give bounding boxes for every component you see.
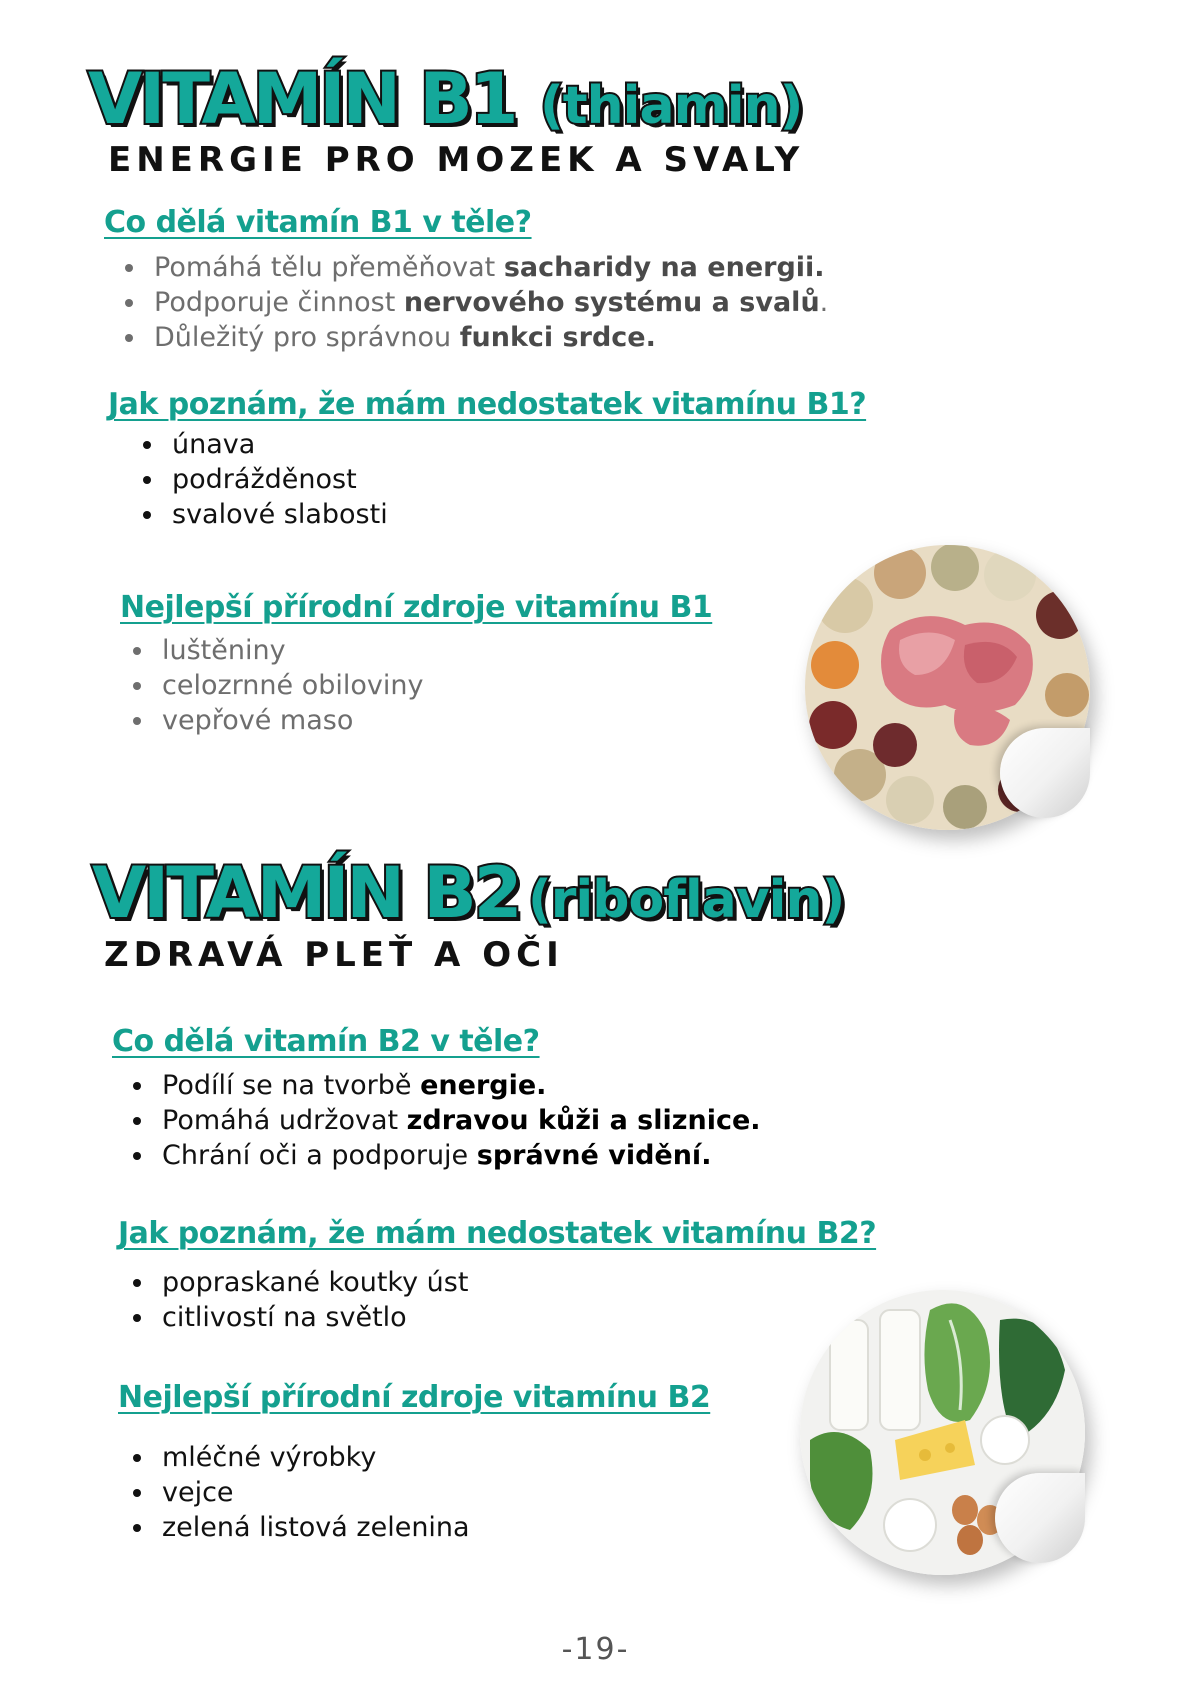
b1-section3-list bbox=[108, 633, 423, 738]
list-item: • únava bbox=[166, 427, 388, 462]
list-item: • Pomáhá tělu přeměňovat sacharidy na energii. bbox=[148, 250, 828, 285]
b1-section3-heading: Nejlepší přírodní zdroje vitamínu B1 bbox=[120, 590, 713, 625]
b2-title-paren: (riboflavin) bbox=[528, 870, 845, 930]
list-item: • Pomáhá udržovat zdravou kůži a sliznice. bbox=[156, 1103, 761, 1138]
list-item: • celozrnné obiloviny bbox=[156, 668, 423, 703]
b1-photo-page-curl bbox=[1000, 728, 1090, 818]
b2-title bbox=[92, 852, 844, 934]
b2-section1-heading: Co dělá vitamín B2 v těle? bbox=[112, 1024, 540, 1059]
b1-title-paren: (thiamin) bbox=[540, 76, 803, 136]
list-item: • vepřové maso bbox=[156, 703, 423, 738]
list-item: • Podílí se na tvorbě energie. bbox=[156, 1068, 761, 1103]
list-item: • luštěniny bbox=[156, 633, 423, 668]
b2-section1-list bbox=[108, 1068, 761, 1173]
b1-section2-heading: Jak poznám, že mám nedostatek vitamínu B1? bbox=[108, 387, 867, 422]
page-number: -19- bbox=[561, 1632, 630, 1667]
b2-section3-list bbox=[108, 1440, 470, 1545]
list-item: • Chrání oči a podporuje správné vidění. bbox=[156, 1138, 761, 1173]
b1-subtitle: ENERGIE PRO MOZEK A SVALY bbox=[108, 140, 805, 180]
list-item: • podrážděnost bbox=[166, 462, 388, 497]
b2-title-main: VITAMÍN B2 bbox=[92, 852, 520, 934]
b2-subtitle: ZDRAVÁ PLEŤ A OČI bbox=[104, 935, 564, 975]
list-item: • popraskané koutky úst bbox=[156, 1265, 468, 1300]
list-item: • svalové slabosti bbox=[166, 497, 388, 532]
b2-section2-list bbox=[108, 1265, 468, 1335]
b2-photo-page-curl bbox=[995, 1473, 1085, 1563]
b1-section1-list bbox=[100, 250, 828, 355]
b1-section2-list bbox=[118, 427, 388, 532]
list-item: • zelená listová zelenina bbox=[156, 1510, 470, 1545]
list-item: • Důležitý pro správnou funkci srdce. bbox=[148, 320, 828, 355]
list-item: • vejce bbox=[156, 1475, 470, 1510]
b2-section2-heading: Jak poznám, že mám nedostatek vitamínu B2? bbox=[118, 1216, 877, 1251]
list-item: • citlivostí na světlo bbox=[156, 1300, 468, 1335]
list-item: • mléčné výrobky bbox=[156, 1440, 470, 1475]
b1-section1-heading: Co dělá vitamín B1 v těle? bbox=[104, 205, 532, 240]
b1-title bbox=[88, 58, 802, 140]
list-item: • Podporuje činnost nervového systému a svalů. bbox=[148, 285, 828, 320]
b2-section3-heading: Nejlepší přírodní zdroje vitamínu B2 bbox=[118, 1380, 711, 1415]
b1-title-main: VITAMÍN B1 bbox=[88, 58, 516, 140]
